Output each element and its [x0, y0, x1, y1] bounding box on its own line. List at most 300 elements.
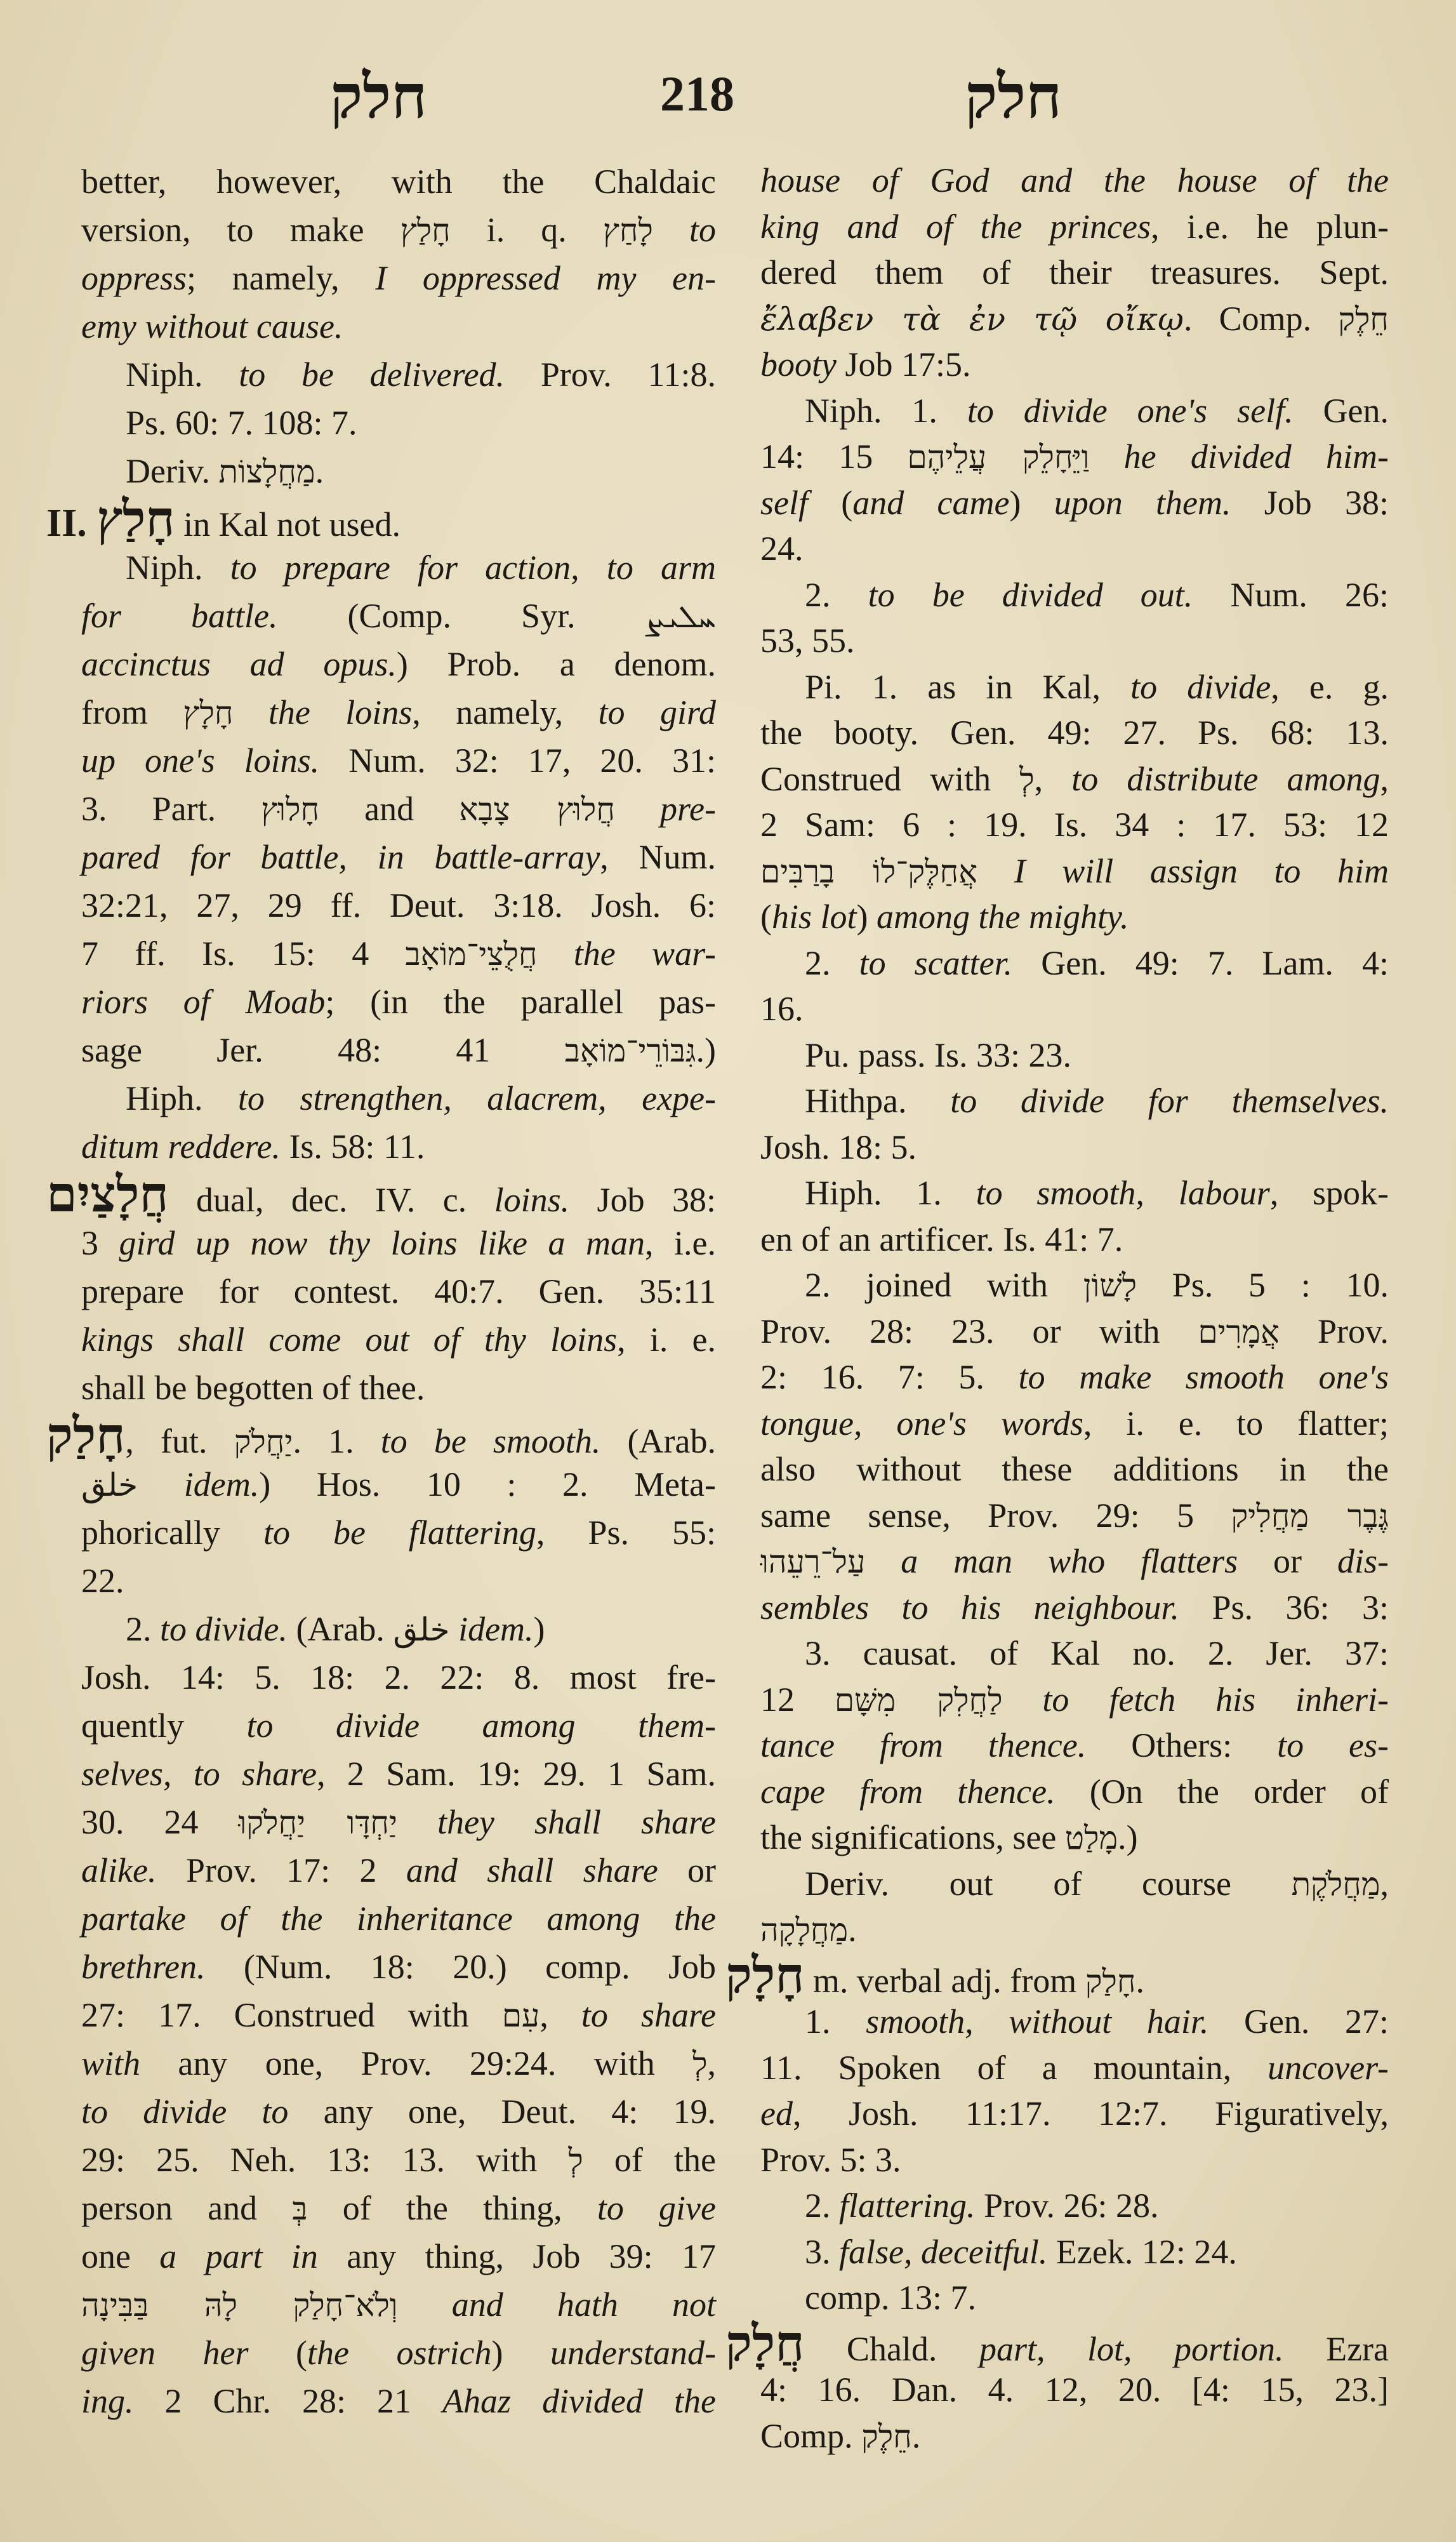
- text-line: [760, 1216, 1389, 1263]
- text-run: Ps. 60: 7. 108: 7.: [126, 404, 357, 442]
- text-run: Prov. 5: 3.: [760, 2140, 901, 2179]
- text-run: .): [696, 1031, 716, 1069]
- text-run: comp. 13: 7.: [805, 2279, 976, 2317]
- text-run: ): [491, 2334, 551, 2372]
- text-line: [760, 1308, 1389, 1355]
- text-run: 53, 55.: [760, 622, 855, 660]
- hebrew-term: חֲלֻצֵי־מוֹאָב: [405, 936, 538, 973]
- text-run: II.: [46, 502, 97, 545]
- text-run: the booty. Gen. 49: 27. Ps. 68: 13.: [760, 714, 1389, 752]
- text-line: [81, 1219, 716, 1267]
- text-run: Josh. 18: 5.: [760, 1128, 917, 1166]
- text-run: sage Jer. 48: 41: [81, 1031, 565, 1069]
- text-run: Ps. 36: 3:: [1179, 1588, 1389, 1627]
- text-run: pared for battle, in battle-array: [81, 838, 600, 876]
- text-line: [81, 1943, 716, 1991]
- text-line: [81, 881, 716, 929]
- text-run: , spok-: [1269, 1174, 1389, 1212]
- hebrew-term: חָלָץ: [183, 695, 234, 731]
- text-run: booty: [760, 345, 837, 383]
- text-line: [81, 2329, 716, 2377]
- text-run: or: [658, 1851, 717, 1889]
- text-run: 22.: [81, 1562, 124, 1600]
- text-run: ,: [1034, 759, 1072, 798]
- text-run: prepare for contest. 40:7. Gen. 35:11: [81, 1272, 716, 1310]
- text-line: [760, 2137, 1389, 2183]
- hebrew-term: בְּ: [292, 2190, 308, 2227]
- text-run: Ps. 5 : 10.: [1137, 1266, 1389, 1304]
- text-run: brethren.: [81, 1948, 206, 1986]
- hebrew-term: וַיֵּחָלֵק עֲלֵיהֶם: [907, 439, 1090, 476]
- text-run: Deriv. out of course: [805, 1864, 1292, 1903]
- text-run: Hithpa.: [805, 1082, 951, 1120]
- text-run: Job 17:5.: [836, 345, 971, 383]
- text-run: dered them of their treasures. Sept.: [760, 253, 1389, 291]
- text-run: Niph.: [126, 356, 239, 394]
- text-run: any one, Prov. 29:24. with: [140, 2044, 693, 2082]
- text-line: [760, 1814, 1389, 1861]
- text-line: [760, 1906, 1389, 1953]
- text-run: to distribute among: [1071, 759, 1380, 798]
- hebrew-term: ܚܠܝܨ: [645, 598, 716, 635]
- text-run: kings shall come out of thy loins: [81, 1321, 618, 1359]
- hebrew-term: חָלַק: [1085, 1962, 1136, 2000]
- text-run: 3: [81, 1224, 119, 1262]
- text-run: Prov. 26: 28.: [975, 2186, 1159, 2225]
- right-guide-word: חלק: [965, 60, 1062, 132]
- text-run: i. q.: [450, 211, 603, 249]
- text-line: [760, 204, 1389, 250]
- text-line: [81, 785, 716, 833]
- text-run: partake of the inheritance among the: [81, 1900, 716, 1938]
- text-run: , i. e.: [617, 1321, 716, 1359]
- text-run: ,: [707, 2044, 716, 2082]
- text-run: tance from thence.: [760, 1726, 1087, 1764]
- text-line: [81, 1557, 716, 1605]
- text-run: 14: 15: [760, 437, 908, 476]
- text-run: Gen. 49: 7. Lam. 4:: [1012, 943, 1389, 982]
- hebrew-term: خلق: [393, 1611, 450, 1648]
- text-run: .: [1135, 1961, 1145, 2000]
- text-line: [760, 250, 1389, 296]
- text-run: . 1.: [293, 1422, 381, 1460]
- text-run: for battle.: [81, 597, 278, 635]
- text-run: I oppressed my en-: [375, 259, 717, 297]
- text-run: and: [319, 790, 460, 828]
- text-run: , Ps. 55:: [536, 1514, 716, 1552]
- text-run: they shall share: [397, 1803, 717, 1841]
- text-run: to make smooth one's: [1018, 1358, 1389, 1396]
- text-run: Josh. 14: 5. 18: 2. 22: 8. most fre-: [81, 1658, 716, 1696]
- text-line: [81, 254, 716, 302]
- text-line: [760, 2367, 1389, 2413]
- text-run: Pi. 1. as in Kal,: [805, 667, 1131, 706]
- text-line: [81, 1894, 716, 1943]
- text-line: [760, 802, 1389, 848]
- text-line: [760, 1585, 1389, 1631]
- text-line: [81, 1653, 716, 1701]
- text-run: (: [248, 2334, 307, 2372]
- text-line: [81, 2377, 716, 2425]
- text-line: [760, 2091, 1389, 2137]
- text-run: 4: 16. Dan. 4. 12, 20. [4: 15, 23.]: [760, 2371, 1389, 2409]
- text-run: Num. 26:: [1193, 575, 1389, 614]
- text-run: ,: [1380, 1864, 1389, 1903]
- entry-headword: חָלַץ: [96, 490, 175, 548]
- text-run: to gird: [598, 693, 716, 731]
- text-line: [81, 302, 716, 350]
- text-line: [81, 1846, 716, 1894]
- text-run: ): [1009, 483, 1054, 522]
- text-run: ,: [539, 1996, 581, 2034]
- text-run: selves, to share: [81, 1755, 317, 1793]
- text-line: [725, 1946, 1389, 2004]
- text-run: any one, Deut. 4: 19.: [288, 2093, 716, 2131]
- text-run: ): [533, 1610, 545, 1648]
- text-line: [81, 2039, 716, 2087]
- text-run: I will assign to him: [977, 851, 1389, 890]
- text-line: [81, 1364, 716, 1412]
- text-run: , Josh. 11:17. 12:7. Figuratively,: [792, 2094, 1389, 2133]
- text-run: 16.: [760, 990, 804, 1028]
- text-line: [760, 940, 1389, 987]
- text-line: [81, 929, 716, 978]
- hebrew-term: לַחֲלִק מִשָּׁם: [834, 1681, 1003, 1719]
- text-run: en of an artificer. Is. 41: 7.: [760, 1220, 1123, 1258]
- running-header: [0, 60, 1456, 149]
- text-run: to es-: [1277, 1726, 1389, 1764]
- text-run: king and of the princes: [760, 207, 1151, 246]
- text-run: better, however, with the Chaldaic: [81, 163, 716, 201]
- text-line: [760, 1446, 1389, 1493]
- text-run: .: [315, 452, 324, 490]
- text-run: Job 38:: [569, 1181, 716, 1219]
- text-run: emy without cause.: [81, 307, 343, 345]
- text-run: to prepare for action, to arm: [230, 549, 716, 587]
- text-line: [81, 736, 716, 785]
- text-run: the significations, see: [760, 1818, 1065, 1856]
- right-column: [725, 157, 1389, 2459]
- text-run: to be delivered.: [239, 356, 505, 394]
- text-run: m. verbal adj. from: [804, 1961, 1085, 2000]
- text-run: ) Hos. 10 : 2. Meta-: [259, 1465, 717, 1503]
- text-line: [760, 572, 1389, 618]
- text-run: , 2 Sam. 19: 29. 1 Sam.: [317, 1755, 716, 1793]
- text-line: [760, 1769, 1389, 1815]
- text-run: one: [81, 2237, 160, 2275]
- hebrew-term: מַחֲלָקָה: [760, 1912, 849, 1948]
- text-run: idem.: [449, 1610, 534, 1648]
- text-run: , e. g.: [1271, 667, 1389, 706]
- hebrew-term: לָחַץ: [602, 212, 653, 249]
- text-run: Construed with: [760, 759, 1020, 798]
- text-line: [81, 157, 716, 206]
- text-line: [81, 1991, 716, 2039]
- text-run: 2.: [805, 575, 868, 614]
- text-line: [760, 2413, 1389, 2459]
- text-run: given her: [81, 2334, 249, 2372]
- text-run: , i. e. to flatter;: [1083, 1404, 1389, 1442]
- text-run: to divide to: [81, 2093, 289, 2131]
- text-run: Hiph.: [126, 1079, 238, 1117]
- text-run: 2. joined with: [805, 1266, 1083, 1304]
- text-run: Deriv.: [126, 452, 219, 490]
- text-run: to strengthen, alacrem, expe-: [237, 1079, 716, 1117]
- text-line: [760, 2045, 1389, 2091]
- text-run: ditum reddere.: [81, 1128, 281, 1166]
- text-run: 3.: [805, 2232, 839, 2271]
- text-line: [46, 490, 716, 548]
- text-line: [760, 1677, 1389, 1723]
- text-run: the ostrich: [307, 2334, 492, 2372]
- text-run: phorically: [81, 1514, 263, 1552]
- text-line: [725, 2314, 1389, 2372]
- text-line: [760, 618, 1389, 664]
- text-run: quently: [81, 1707, 247, 1745]
- text-line: [760, 1722, 1389, 1769]
- text-run: to give: [597, 2189, 716, 2227]
- text-line: [760, 1078, 1389, 1124]
- text-line: [760, 1032, 1389, 1079]
- text-line: [760, 526, 1389, 572]
- text-run: Niph. 1.: [805, 391, 967, 430]
- text-run: same sense, Prov. 29: 5: [760, 1496, 1231, 1534]
- text-line: [760, 296, 1389, 342]
- entry-headword: חֲלָצַיִם: [46, 1166, 169, 1223]
- text-run: 2.: [805, 2186, 839, 2225]
- text-line: [81, 833, 716, 881]
- text-line: [81, 350, 716, 399]
- text-run: gird up now thy loins like a man: [119, 1224, 645, 1262]
- hebrew-term: לָשׁוֹן: [1083, 1267, 1137, 1304]
- text-run: Prov.: [1280, 1312, 1389, 1350]
- hebrew-term: חֲלוּץ צָבָא: [459, 791, 615, 828]
- text-run: false, deceitful.: [839, 2232, 1048, 2271]
- hebrew-term: עַל־רֵעֵהוּ: [760, 1543, 866, 1580]
- text-run: shall be begotten of thee.: [81, 1369, 425, 1407]
- text-line: [760, 710, 1389, 756]
- text-line: [760, 1538, 1389, 1585]
- text-run: to divide.: [160, 1610, 288, 1648]
- text-run: Prov. 11:8.: [505, 356, 717, 394]
- text-run: , namely,: [412, 693, 599, 731]
- text-run: of the thing,: [307, 2189, 597, 2227]
- text-run: uncover-: [1267, 2048, 1389, 2087]
- text-run: flattering.: [839, 2186, 976, 2225]
- text-run: ; namely,: [187, 259, 376, 297]
- text-run: to be divided out.: [868, 575, 1193, 614]
- text-run: to divide: [1130, 667, 1271, 706]
- text-run: upon them.: [1054, 483, 1231, 522]
- text-run: version, to make: [81, 211, 400, 249]
- text-run: Niph.: [126, 549, 230, 587]
- hebrew-term: גֶּבֶר מַחֲלִיק: [1231, 1497, 1389, 1534]
- text-line: [81, 688, 716, 736]
- text-run: Job 38:: [1231, 483, 1389, 522]
- text-run: to divide among them-: [246, 1707, 716, 1745]
- text-run: a part in: [159, 2237, 318, 2275]
- text-run: 30. 24: [81, 1803, 239, 1841]
- text-run: the war-: [537, 935, 716, 973]
- text-line: [760, 1493, 1389, 1539]
- text-run: of the: [583, 2141, 716, 2179]
- text-run: accinctus ad opus.: [81, 645, 397, 683]
- left-guide-word: חלק: [330, 60, 428, 132]
- text-run: to divide one's self.: [967, 391, 1294, 430]
- text-line: [760, 756, 1389, 802]
- text-line: [81, 978, 716, 1026]
- text-run: ed: [760, 2094, 793, 2133]
- text-run: 2: 16. 7: 5.: [760, 1358, 1019, 1396]
- text-run: alike.: [81, 1851, 157, 1889]
- text-run: and came: [852, 483, 1010, 522]
- text-run: sembles to his neighbour.: [760, 1588, 1179, 1627]
- text-line: [760, 1262, 1389, 1308]
- text-run: , Num.: [600, 838, 717, 876]
- text-run: to be smooth.: [380, 1422, 601, 1460]
- text-run: . Comp.: [1183, 299, 1339, 338]
- text-line: [760, 2183, 1389, 2229]
- text-run: among the mighty.: [877, 898, 1129, 936]
- text-run: from: [81, 693, 183, 731]
- text-run: to be flattering: [263, 1514, 536, 1552]
- text-line: [81, 2087, 716, 2136]
- text-line: [760, 388, 1389, 434]
- text-run: .: [911, 2416, 921, 2455]
- text-run: Hiph. 1.: [805, 1174, 976, 1212]
- text-line: [760, 342, 1389, 388]
- text-line: [81, 1508, 716, 1557]
- text-run: and hath not: [397, 2286, 716, 2324]
- text-run: to fetch his inheri-: [1002, 1680, 1389, 1719]
- text-run: cape from thence.: [760, 1772, 1056, 1811]
- text-run: Gen. 27:: [1208, 2002, 1389, 2040]
- text-run: Comp.: [760, 2416, 862, 2455]
- entry-headword: חָלָק: [725, 1946, 805, 2004]
- hebrew-term: חֵלֶק: [861, 2418, 912, 2455]
- text-run: a man who flatters: [865, 1542, 1238, 1580]
- greek-text: ἔλαβεν τὰ ἐν τῷ οἴκῳ: [760, 300, 1184, 338]
- text-run: 12: [760, 1680, 835, 1719]
- text-line: [760, 1354, 1389, 1401]
- text-run: ,: [1380, 759, 1389, 798]
- text-run: understand-: [550, 2334, 717, 2372]
- text-run: 24.: [760, 529, 804, 568]
- hebrew-term: מַחֲלֹקֶת: [1291, 1865, 1380, 1903]
- text-run: the loins: [233, 693, 413, 731]
- text-run: tongue, one's words: [760, 1404, 1083, 1442]
- hebrew-term: אֲחַלֶּק־לוֹ בָרַבִּים: [760, 853, 978, 890]
- text-line: [81, 1605, 716, 1653]
- text-line: [760, 1999, 1389, 2045]
- text-run: (Num. 18: 20.) comp. Job: [205, 1948, 716, 1986]
- hebrew-term: מַחֲלָצוֹת: [218, 453, 315, 490]
- text-run: .): [1118, 1818, 1138, 1856]
- text-line: [760, 894, 1389, 940]
- hebrew-term: خلق: [81, 1467, 138, 1503]
- text-run: loins.: [494, 1181, 570, 1219]
- text-run: (Arab.: [600, 1422, 716, 1460]
- page-number: 218: [660, 66, 734, 121]
- hebrew-term: גִּבּוֹרֵי־מוֹאָב: [564, 1032, 696, 1069]
- text-run: , fut.: [125, 1422, 234, 1460]
- text-run: 3. Part.: [81, 790, 261, 828]
- text-line: [81, 447, 716, 495]
- hebrew-term: יַחְדָּו יַחֲלֹקוּ: [238, 1804, 398, 1841]
- text-run: Others:: [1086, 1726, 1278, 1764]
- text-line: [760, 2229, 1389, 2275]
- text-line: [81, 1122, 716, 1171]
- hebrew-term: מָלַט: [1064, 1820, 1118, 1856]
- text-line: [81, 1750, 716, 1798]
- text-line: [81, 1798, 716, 1846]
- text-run: idem.: [138, 1465, 260, 1503]
- text-line: [81, 1074, 716, 1122]
- text-line: [760, 1170, 1389, 1216]
- text-run: 2.: [126, 1610, 160, 1648]
- text-run: Pu. pass. Is. 33: 23.: [805, 1035, 1072, 1074]
- text-run: oppress: [81, 259, 187, 297]
- hebrew-term: אֲמָרִים: [1198, 1313, 1280, 1350]
- text-run: 2 Chr. 28: 21: [133, 2382, 443, 2420]
- hebrew-term: יַחֲלֹק: [234, 1423, 293, 1460]
- left-column: [46, 157, 717, 2425]
- text-line: [81, 2280, 716, 2329]
- text-run: ; (in the parallel pas-: [325, 983, 716, 1021]
- text-run: 1.: [805, 2002, 866, 2040]
- text-run: 2 Sam: 6 : 19. Is. 34 : 17. 53: 12: [760, 806, 1389, 844]
- hebrew-term: לְ: [1019, 761, 1035, 798]
- text-line: [81, 1701, 716, 1750]
- text-run: in Kal not used.: [175, 505, 401, 543]
- text-run: he divided him-: [1089, 437, 1389, 476]
- text-run: (Comp. Syr.: [277, 597, 645, 635]
- text-run: Gen.: [1293, 391, 1389, 430]
- hebrew-term: לְ: [692, 2046, 708, 2082]
- text-line: [81, 592, 716, 640]
- hebrew-term: חָלַץ: [400, 212, 451, 249]
- text-run: ): [856, 898, 877, 936]
- text-line: [760, 848, 1389, 895]
- text-line: [760, 2275, 1389, 2321]
- text-run: Ezra: [1283, 2329, 1389, 2368]
- text-line: [81, 1026, 716, 1074]
- text-run: , i.e.: [645, 1224, 716, 1262]
- text-line: [81, 2136, 716, 2184]
- text-run: 11. Spoken of a mountain,: [760, 2048, 1268, 2087]
- text-run: (: [760, 898, 772, 936]
- text-run: Prov. 28: 23. or with: [760, 1312, 1198, 1350]
- text-run: also without these additions in the: [760, 1450, 1389, 1488]
- hebrew-term: עִם: [501, 1997, 540, 2034]
- text-run: up one's loins.: [81, 742, 320, 780]
- text-run: and shall share: [406, 1851, 658, 1889]
- entry-headword: חֲלָק: [725, 2314, 805, 2372]
- text-run: ) Prob. a denom.: [396, 645, 716, 683]
- text-run: pre-: [614, 790, 717, 828]
- hebrew-term: חָלוּץ: [261, 791, 320, 828]
- text-run: Ahaz divided the: [442, 2382, 716, 2420]
- text-line: [81, 1460, 716, 1508]
- text-run: Ezek. 12: 24.: [1047, 2232, 1237, 2271]
- text-run: part, lot, portion.: [979, 2329, 1284, 2368]
- text-run: self: [760, 483, 808, 522]
- text-run: house of God and the house of the: [760, 161, 1389, 199]
- text-run: 27: 17. Construed with: [81, 1996, 502, 2034]
- text-line: [46, 1166, 716, 1223]
- text-line: [760, 664, 1389, 710]
- hebrew-term: חֵלֶק: [1338, 300, 1389, 338]
